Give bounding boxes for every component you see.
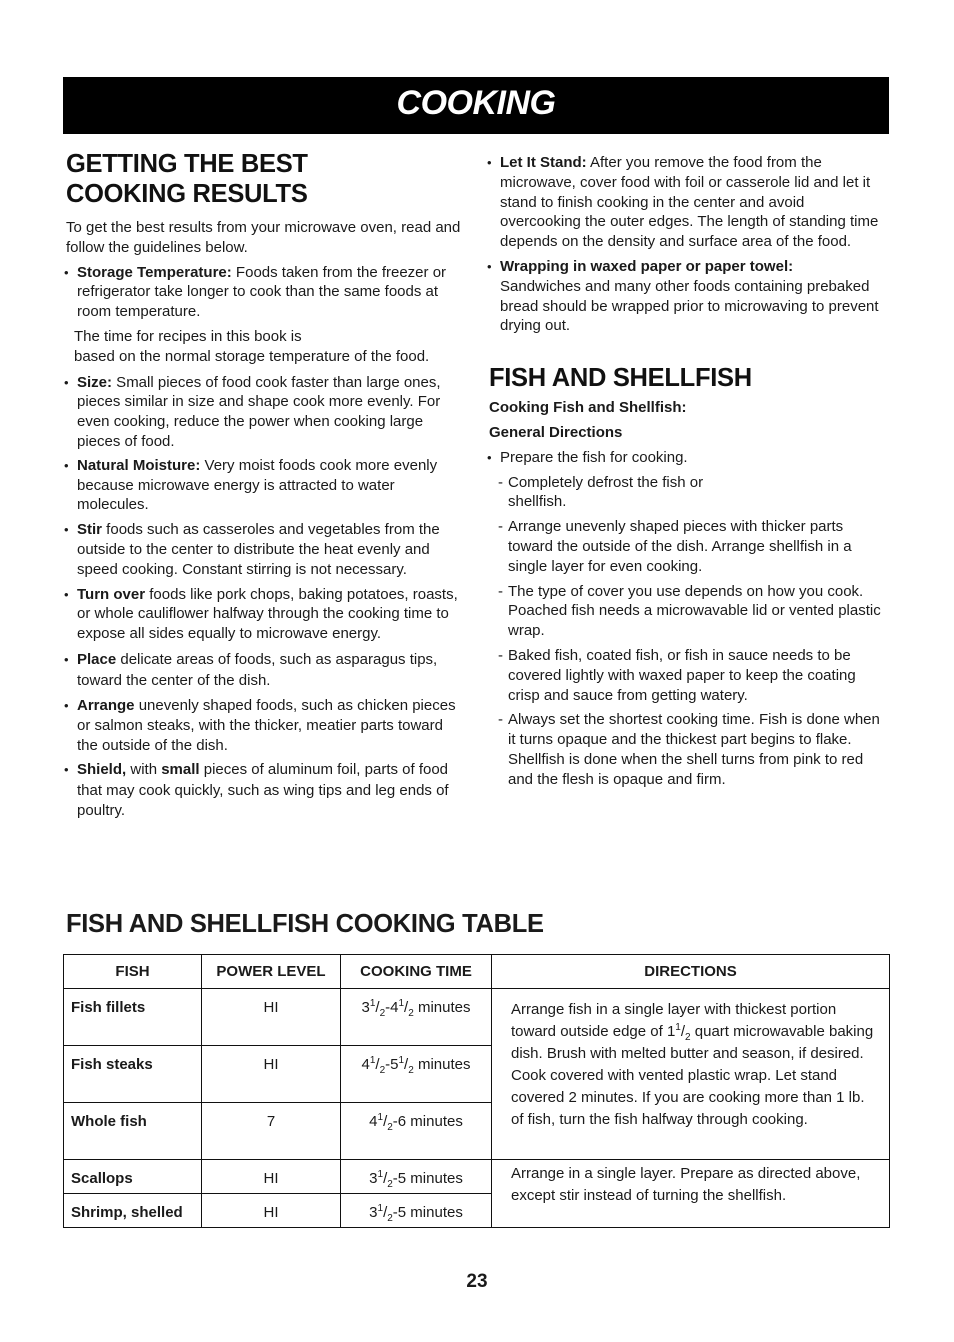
fish-step-arrange: - Arrange unevenly shaped pieces with thicker parts toward the outside of the dish. Arrange shellfish in a single layer for even cooking. (489, 517, 889, 576)
cooking-time: $3^1/_2-5$ minutes (341, 1194, 492, 1228)
fish-step-baked: - Baked fish, coated fish, or fish in sauce needs to be covered lightly with waxed paper to keep the coating crisp and sauce from getting watery. (489, 646, 889, 705)
right-column (489, 153, 889, 790)
cooking-time: $3^1/_2-4^1/_2$ minutes (341, 989, 492, 1046)
fish-cooking-table (63, 954, 890, 1228)
fish-step-shortest-time: - Always set the shortest cooking time. Fish is done when it turns opaque and the thickest part begins to flake. Shellfish is done when the shell turns from pink to red and the flesh is opaque and firm. (489, 710, 889, 789)
cooking-time: $4^1/_2-5^1/_2$ minutes (341, 1046, 492, 1103)
fish-name: Whole fish (64, 1103, 202, 1160)
section-banner (63, 77, 889, 134)
table-row (64, 1160, 890, 1194)
tip-place: • Place delicate areas of foods, such as asparagus tips, toward the center of the dish. (66, 649, 466, 691)
tip-arrange: • Arrange unevenly shaped foods, such as chicken pieces or salmon steaks, with the thicker, meatier parts toward the outside of the dish. (66, 696, 466, 755)
tip-turn-over: • Turn over foods like pork chops, baking potatoes, roasts, or whole cauliflower halfway through the cooking time to expose all sides equally to microwave energy. (66, 585, 466, 644)
tip-size: • Size: Small pieces of food cook faster than large ones, pieces similar in size and shape cook more evenly. For even cooking, reduce the power when cooking large pieces of food. (66, 373, 466, 452)
fish-step-defrost: - Completely defrost the fish or shellfish. (489, 473, 728, 513)
power-level: HI (202, 1046, 341, 1103)
directions-shellfish: Arrange in a single layer. Prepare as directed above, except stir instead of turning the shellfish. (492, 1160, 890, 1228)
fish-name: Scallops (64, 1160, 202, 1194)
tip-storage-temperature: • Storage Temperature: Foods taken from the freezer or refrigerator take longer to cook than the same foods at room temperature. (66, 263, 466, 322)
storage-note: The time for recipes in this book is based on the normal storage temperature of the food. (74, 327, 430, 365)
fish-prepare: • Prepare the fish for cooking. (489, 448, 889, 468)
directions-fish: Arrange fish in a single layer with thickest portion toward outside edge of $1^1/_2$ quart microwavable baking dish. Brush with melted butter and season, if desired. Cook covered with vented plastic wrap. Let stand covered 2 minutes. If you are cooking more than 1 lb. of fish, turn the fish halfway through cooking. (492, 989, 890, 1160)
power-level: HI (202, 1194, 341, 1228)
cooking-time: $4^1/_2-6$ minutes (341, 1103, 492, 1160)
tip-wrapping: • Wrapping in waxed paper or paper towel: Sandwiches and many other foods containing prebaked bread should be wrapped prior to microwaving to prevent drying out. (489, 257, 889, 336)
fish-step-cover: - The type of cover you use depends on how you cook. Poached fish needs a microwavable lid or vented plastic wrap. (489, 582, 889, 641)
column-header-fish: FISH (64, 955, 202, 989)
best-results-intro: To get the best results from your microwave oven, read and follow the guidelines below. (66, 219, 461, 256)
fish-subhead: Cooking Fish and Shellfish: (489, 399, 687, 417)
tip-shield: • Shield, with small pieces of aluminum foil, parts of food that may cook quickly, such as wing tips and leg ends of poultry. (66, 760, 466, 822)
power-level: HI (202, 989, 341, 1046)
power-level: HI (202, 1160, 341, 1194)
fish-name: Fish steaks (64, 1046, 202, 1103)
tip-let-it-stand: • Let It Stand: After you remove the food from the microwave, cover food with foil or casserole lid and let it stand to finish cooking in the center and avoid overcooking the outer edges. The length of standing time depends on the density and surface area of the food. (489, 153, 889, 252)
tip-natural-moisture: • Natural Moisture: Very moist foods cook more evenly because microwave energy is attracted to water molecules. (66, 456, 466, 515)
cooking-table-title: FISH AND SHELLFISH COOKING TABLE (66, 910, 544, 938)
fish-general-directions: General Directions (489, 423, 623, 441)
tip-stir: • Stir foods such as casseroles and vegetables from the outside to the center to distribute the heat evenly and speed cooking. Constant stirring is not necessary. (66, 520, 466, 579)
fish-name: Fish fillets (64, 989, 202, 1046)
table-row (64, 989, 890, 1046)
column-header-cooking-time: COOKING TIME (341, 955, 492, 989)
best-results-heading: GETTING THE BEST COOKING RESULTS (66, 150, 308, 208)
page-number: 23 (466, 1271, 488, 1292)
banner-title: COOKING (396, 84, 556, 122)
column-header-power-level: POWER LEVEL (202, 955, 341, 989)
column-header-directions: DIRECTIONS (492, 955, 890, 989)
cooking-time: $3^1/_2-5$ minutes (341, 1160, 492, 1194)
fish-heading: FISH AND SHELLFISH (489, 364, 752, 393)
best-results-column (66, 149, 466, 822)
power-level: 7 (202, 1103, 341, 1160)
fish-name: Shrimp, shelled (64, 1194, 202, 1228)
